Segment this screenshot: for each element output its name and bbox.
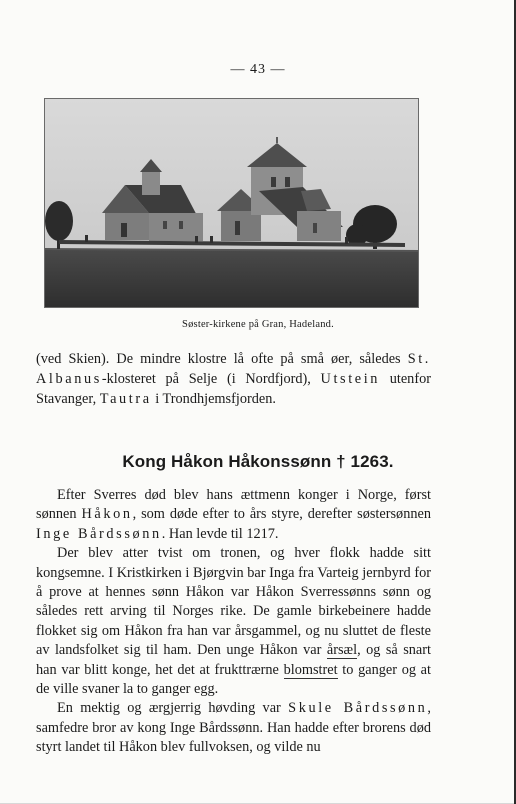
intro-text: utenfor Stavanger,: [36, 371, 432, 407]
intro-text: (ved Skien). De mindre klostre lå ofte på små øer, således: [36, 351, 408, 367]
intro-text: -klosteret på Selje (i Nordfjord),: [101, 371, 321, 387]
section-heading: Kong Håkon Håkonssønn † 1263.: [122, 452, 394, 471]
page-number: — 43 —: [230, 62, 286, 77]
underlined-word: årsæl: [326, 642, 358, 659]
paragraph-2: [36, 544, 431, 699]
paragraph-text: Der blev atter tvist om tronen, og hver flokk hadde sitt kongsemne. I Kristkirken i Bjørgvin bar Inga fra Varteig jernbyrd for å prove at hennes sønn Håkon var Håkon Sverressønns sønn og således rett arving til Norges rike. De gamle birkebeinere hadde flokket sig om Håkon fra han var årsgammel, og nu sluttet de fleste av landsfolket sig til ham. Den unge Håkon var: [36, 545, 431, 659]
spaced-name: Utstein: [320, 371, 381, 387]
paragraph-1: [36, 486, 431, 544]
paragraph-text: , og så snart han var blitt konge, het det at frukttrærne: [36, 642, 431, 678]
paragraph-text: Efter Sverres død blev hans ættmenn konger i Norge, først sønnen: [36, 487, 431, 523]
spaced-name: St. Albanus: [36, 351, 431, 387]
photo-caption: Søster-kirkene på Gran, Hadeland.: [182, 319, 334, 330]
spaced-name: Skule Bårdssønn: [288, 700, 428, 717]
paragraph-text: . Han levde til 1217.: [161, 525, 279, 542]
underlined-word: blomstret: [283, 661, 338, 678]
church-photo: [44, 98, 419, 308]
intro-paragraph: [36, 349, 431, 409]
paragraph-text: En mektig og ærgjerrig høvding var: [57, 700, 289, 717]
paragraph-text: to ganger og at de ville svaner la to ganger egg.: [36, 661, 432, 698]
paragraph-3: [36, 699, 431, 757]
field: [45, 249, 418, 307]
spaced-name: Håkon: [81, 506, 133, 523]
spaced-name: Inge Bårdssønn: [36, 525, 162, 542]
intro-text: i Trondhjemsfjorden.: [151, 391, 276, 407]
paragraph-text: , samfedre bror av kong Inge Bårdssønn. Han hadde efter brorens død styrt landet til Håkon blev fullvoksen, og vilde nu: [36, 700, 431, 756]
spaced-name: Tautra: [99, 391, 152, 407]
body-text: [36, 486, 431, 758]
paragraph-text: , som døde efter to års styre, derefter søstersønnen: [132, 506, 431, 523]
